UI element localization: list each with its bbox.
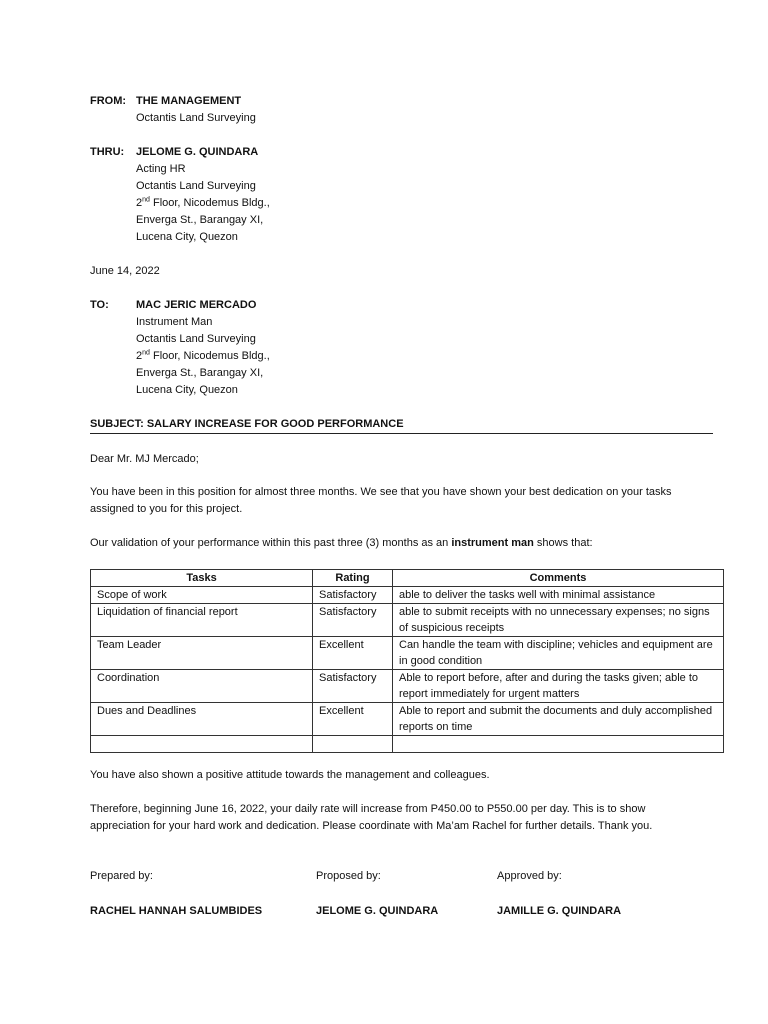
- comment-cell: Able to report before, after and during the tasks given; able to report immediately for urgent matters: [393, 670, 724, 703]
- to-position: Instrument Man: [136, 316, 213, 328]
- empty-cell: [393, 736, 724, 753]
- task-cell: Scope of work: [91, 587, 313, 604]
- thru-city: Lucena City, Quezon: [136, 231, 238, 243]
- task-cell: Coordination: [91, 670, 313, 703]
- table-empty-row: [91, 736, 724, 753]
- approved-by-label: Approved by:: [497, 870, 562, 882]
- intro-paragraph: You have been in this position for almost three months. We see that you have shown your best dedication on your tasks assigned to you for this project.: [90, 486, 672, 515]
- to-street: Enverga St., Barangay XI,: [136, 367, 264, 379]
- to-company: Octantis Land Surveying: [136, 333, 256, 345]
- empty-cell: [91, 736, 313, 753]
- proposed-by-name: JELOME G. QUINDARA: [316, 905, 439, 917]
- empty-cell: [313, 736, 393, 753]
- to-floor: 2nd Floor, Nicodemus Bldg.,: [136, 349, 270, 362]
- closing-paragraph: Therefore, beginning June 16, 2022, your daily rate will increase from P450.00 to P550.00 per day. This is to show appreciation for your hard work and dedication. Please coordinate with Ma’am Rachel for further details. Thank you.: [90, 803, 653, 832]
- comment-cell: Can handle the team with discipline; vehicles and equipment are in good condition: [393, 637, 724, 670]
- rating-cell: Excellent: [313, 637, 393, 670]
- table-row: [91, 670, 724, 703]
- task-cell: Liquidation of financial report: [91, 604, 313, 637]
- subject-divider: [90, 433, 713, 434]
- to-label: TO:: [90, 299, 109, 311]
- table-row: [91, 604, 724, 637]
- header-tasks: Tasks: [91, 570, 313, 587]
- comment-cell: able to submit receipts with no unnecessary expenses; no signs of suspicious receipts: [393, 604, 724, 637]
- header-rating: Rating: [313, 570, 393, 587]
- salutation: Dear Mr. MJ Mercado;: [90, 453, 199, 465]
- rating-cell: Satisfactory: [313, 587, 393, 604]
- table-row: [91, 587, 724, 604]
- validation-sentence: Our validation of your performance within this past three (3) months as an instrument man shows that:: [90, 537, 593, 549]
- attitude-paragraph: You have also shown a positive attitude towards the management and colleagues.: [90, 769, 490, 781]
- to-name: MAC JERIC MERCADO: [136, 299, 257, 311]
- task-cell: Dues and Deadlines: [91, 703, 313, 736]
- proposed-by-label: Proposed by:: [316, 870, 381, 882]
- thru-company: Octantis Land Surveying: [136, 180, 256, 192]
- table-row: [91, 703, 724, 736]
- from-label: FROM:: [90, 95, 127, 107]
- to-city: Lucena City, Quezon: [136, 384, 238, 396]
- comment-cell: able to deliver the tasks well with minimal assistance: [393, 587, 724, 604]
- thru-floor: 2nd Floor, Nicodemus Bldg.,: [136, 196, 270, 209]
- rating-cell: Satisfactory: [313, 604, 393, 637]
- from-name: THE MANAGEMENT: [136, 95, 242, 107]
- thru-position: Acting HR: [136, 163, 186, 175]
- performance-table: [90, 569, 724, 753]
- prepared-by-name: RACHEL HANNAH SALUMBIDES: [90, 905, 263, 917]
- comment-cell: Able to report and submit the documents and duly accomplished reports on time: [393, 703, 724, 736]
- subject-line: SUBJECT: SALARY INCREASE FOR GOOD PERFORMANCE: [90, 418, 404, 430]
- approved-by-name: JAMILLE G. QUINDARA: [497, 905, 622, 917]
- thru-name: JELOME G. QUINDARA: [136, 146, 259, 158]
- instrument-man-emphasis: instrument man: [451, 537, 534, 549]
- from-company: Octantis Land Surveying: [136, 112, 256, 124]
- letter-date: June 14, 2022: [90, 265, 160, 277]
- table-row: [91, 637, 724, 670]
- thru-street: Enverga St., Barangay XI,: [136, 214, 264, 226]
- table-header-row: [91, 570, 724, 587]
- header-comments: Comments: [393, 570, 724, 587]
- rating-cell: Excellent: [313, 703, 393, 736]
- prepared-by-label: Prepared by:: [90, 870, 153, 882]
- thru-label: THRU:: [90, 146, 125, 158]
- task-cell: Team Leader: [91, 637, 313, 670]
- rating-cell: Satisfactory: [313, 670, 393, 703]
